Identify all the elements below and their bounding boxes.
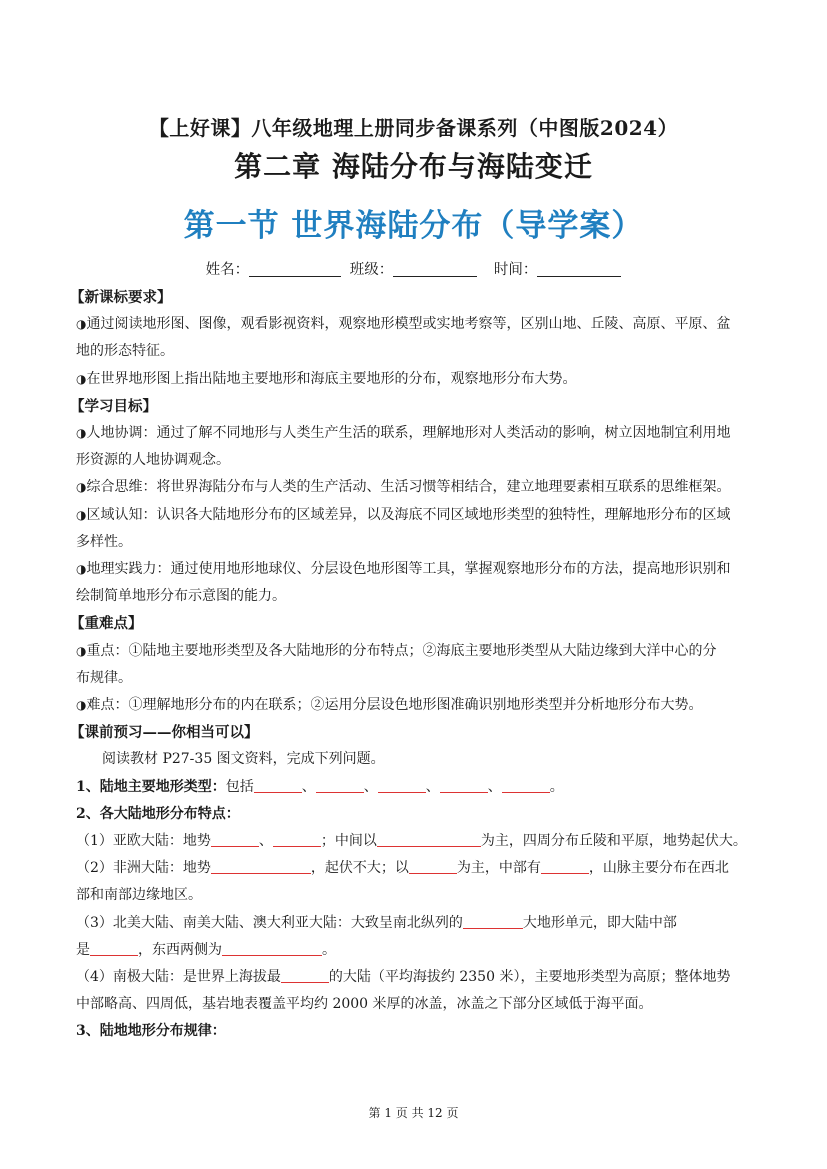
question-2-3-cont: 是 ，东西两侧为 。 <box>76 941 336 958</box>
objective-item-cont: 多样性。 <box>76 533 132 550</box>
objectives-heading: 【学习目标】 <box>70 397 157 415</box>
half-circle-bullet-icon: ◑ <box>76 507 87 522</box>
answer-blank[interactable] <box>377 832 481 847</box>
answer-blank[interactable] <box>254 778 302 793</box>
answer-blank[interactable] <box>409 859 457 874</box>
name-blank[interactable] <box>249 260 341 277</box>
class-label: 班级： <box>349 262 394 278</box>
objective-item-cont: 形资源的人地协调观念。 <box>76 452 230 469</box>
key-point-item: ◑重点：①陆地主要地形类型及各大陆地形的分布特点；②海底主要地形类型从大陆边缘到大洋中心的分 <box>76 642 717 659</box>
content-body <box>70 284 758 1046</box>
question-2-2: （2）非洲大陆：地势 ，起伏不大；以 为主，中部有 ，山脉主要分布在西北 <box>76 860 729 877</box>
section-title: 第一节 世界海陆分布（导学案） <box>183 208 644 244</box>
half-circle-bullet-icon: ◑ <box>76 562 87 577</box>
objective-item: ◑区域认知：认识各大陆地形分布的区域差异，以及海底不同区域地形类型的独特性，理解地形分布的区域 <box>76 506 731 523</box>
answer-blank[interactable] <box>440 778 488 793</box>
answer-blank[interactable] <box>211 859 311 874</box>
curriculum-heading: 【新课标要求】 <box>70 289 172 306</box>
preview-heading: 【课前预习——你相当可以】 <box>70 724 259 742</box>
objective-item: ◑综合思维：将世界海陆分布与人类的生产活动、生活习惯等相结合，建立地理要素相互联系的思维框架。 <box>76 479 731 496</box>
preview-intro: 阅读教材 P27-35 图文资料，完成下列问题。 <box>102 751 385 768</box>
question-2-label: 2、各大陆地形分布特点： <box>76 805 240 822</box>
curriculum-item-cont: 地的形态特征。 <box>76 343 174 360</box>
answer-blank[interactable] <box>281 968 329 983</box>
answer-blank[interactable] <box>463 914 523 929</box>
half-circle-bullet-icon: ◑ <box>76 426 87 441</box>
key-point-item: ◑难点：①理解地形分布的内在联系；②运用分层设色地形图准确识别地形类型并分析地形分布大势。 <box>76 697 703 714</box>
question-2-3: （3）北美大陆、南美大陆、澳大利亚大陆：大致呈南北纵列的 大地形单元，即大陆中部 <box>76 914 677 931</box>
half-circle-bullet-icon: ◑ <box>76 698 87 713</box>
series-title: 【上好课】八年级地理上册同步备课系列（中图版2024） <box>148 116 679 140</box>
question-2-4: （4）南极大陆：是世界上海拔最 的大陆（平均海拔约 2350 米），主要地形类型为高原；整体地势 <box>76 969 731 986</box>
answer-blank[interactable] <box>378 778 426 793</box>
answer-blank[interactable] <box>90 941 138 956</box>
objective-item: ◑地理实践力：通过使用地形地球仪、分层设色地形图等工具，掌握观察地形分布的方法，提高地形识别和 <box>76 561 731 578</box>
answer-blank[interactable] <box>222 941 322 956</box>
answer-blank[interactable] <box>541 859 589 874</box>
curriculum-item: ◑通过阅读地形图、图像，观看影视资料，观察地形模型或实地考察等，区别山地、丘陵、高原、平原、盆 <box>76 316 731 333</box>
answer-blank[interactable] <box>316 778 364 793</box>
key-points-heading: 【重难点】 <box>70 615 143 633</box>
half-circle-bullet-icon: ◑ <box>76 643 87 658</box>
time-blank[interactable] <box>537 260 621 277</box>
half-circle-bullet-icon: ◑ <box>76 317 87 332</box>
key-point-item-cont: 布规律。 <box>76 669 132 686</box>
answer-blank[interactable] <box>273 832 321 847</box>
objective-item: ◑人地协调：通过了解不同地形与人类生产生活的联系，理解地形对人类活动的影响，树立因地制宜利用地 <box>76 425 731 442</box>
question-2-1: （1）亚欧大陆：地势 、 ；中间以 为主，四周分布丘陵和平原，地势起伏大。 <box>76 833 747 850</box>
page-footer: 第 1 页 共 12 页 <box>368 1106 459 1120</box>
answer-blank[interactable] <box>211 832 259 847</box>
curriculum-item: ◑在世界地形图上指出陆地主要地形和海底主要地形的分布，观察地形分布大势。 <box>76 370 577 387</box>
student-info-line <box>0 258 827 279</box>
question-2-4-cont: 中部略高、四周低，基岩地表覆盖平均约 2000 米厚的冰盖，冰盖之下部分区域低于海平面。 <box>76 996 653 1013</box>
name-label: 姓名： <box>205 262 250 278</box>
question-3-label: 3、陆地地形分布规律： <box>76 1023 226 1040</box>
objective-item-cont: 绘制简单地形分布示意图的能力。 <box>76 588 286 605</box>
question-1: 1、陆地主要地形类型：包括 、 、 、 、 。 <box>76 778 564 795</box>
answer-blank[interactable] <box>502 778 550 793</box>
time-label: 时间： <box>493 262 538 278</box>
class-blank[interactable] <box>393 260 477 277</box>
chapter-title: 第二章 海陆分布与海陆变迁 <box>234 150 593 183</box>
question-2-2-cont: 部和南部边缘地区。 <box>76 887 202 904</box>
half-circle-bullet-icon: ◑ <box>76 480 87 495</box>
half-circle-bullet-icon: ◑ <box>76 371 87 386</box>
